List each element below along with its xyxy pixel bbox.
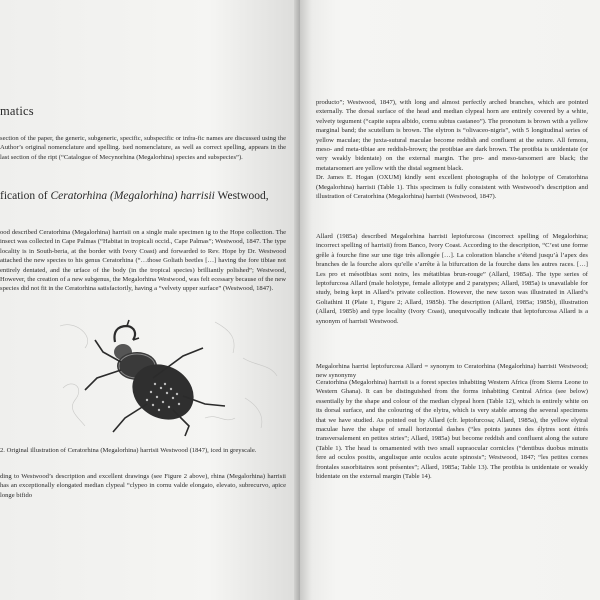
figure-2-caption: 2. Original illustration of Ceratorhina (Megalorhina) harrisii Westwood (1847), iced in greyscale. [0,447,257,454]
right-paragraph-1 [316,98,588,201]
right-page [300,0,600,600]
subsection-heading [0,190,290,202]
synonymy-statement: Megalorhina harrisi leptofurcosa Allard = synonym to Ceratorhina (Megalorhina) harrisii Westwood; new synonymy [316,363,588,380]
subsection-author: Westwood, [214,190,269,202]
subsection-prefix: fication of [0,190,51,202]
right-paragraph-1b-text: Dr. James E. Hogan (OXUM) kindly sent excellent photographs of the holotype of Ceratorhina (Megalorhina) harrisii (Table 1). This specimen is fully consistent with Westwood’s description and illustration of Ceratorhina (Megalorhina) harrisii (Westwood, 1847). [316,174,588,201]
subsection-taxon: Ceratorhina (Megalorhina) harrisii [50,190,215,202]
left-paragraph-1: section of the paper, the generic, subgeneric, specific, subspecific or infra-fic names are discussed using the Author’s original nomenclature and spelling. ised nomenclature, as well as correct spelling, appears in the last section of the ript (“Catalogue of Mecynorhina (Megalorhina) species and subspecies”). [0,135,286,161]
right-paragraph-2: Allard (1985a) described Megalorhina harrisii leptofurcosa (incorrect spelling of Megalorhina; incorrect spelling of harrisii) from Banco, Ivory Coast. According to the description, “C’est une forme grêle à fourche fine sur une tige très allongée […]. La coloration blanche s’étend jusqu’à l’apex des branches de la fourche alors qu’elle s’arrête à la bifurcation de la fourche dans les autres races. […] Les pro et mésotibias sont noirs, les métatibias brun-rouge” (Allard, 1985a). The type series of leptofurcosa Allard (male holotype, female allotype and 2 paratypes; Allard, 1985a) is unavailable for study, being kept in Allard’s private collection. However, the new taxon was illustrated in Allard’s Goliathini II (Plate 1, Figure 2; Allard, 1985b). The description (Allard, 1985a; 1985b), illustration (Allard, 1985b) and type locality (Ivory Coast), unequivocally indicate that leptofurcosa Allard is a synonym of harrisii Westwood. [316,233,588,325]
figure-2-beetle-illustration [55,318,285,438]
beetle-illustration [55,318,285,438]
right-paragraph-3: Ceratorhina (Megalorhina) harrisii is a forest species inhabiting Western Africa (from Sierra Leone to Western Ghana). It can be distinguished from the forms inhabiting Central Africa (see below) essentially by the shape and colour of the median clypeal horn (Table 12), which is entirely white on its dorsal surface, and the colouring of the elytra, which is very stable among the several specimens that we have studied. As pointed out by Allard (cfr. leptofurcosa; Allard, 1985a), the yellow elytral maculae have the shape of small horizontal dashes (“les points jaunes des élytres sont étirés transversalement en petites stries”; Allard, 1985a) but become reddish and confluent along the suture (Table 1). The head is ornamented with two small supraocular cornicles (“dentibus duobus minutis fere ad oculos positis, angulisque ante oculos acute spinosis”; Westwood, 1847; “les petites cornes frontales susorbitaires sont présentes”; Allard, 1985a; Table 13). The protibia is unidentate or weakly bidentate on the external margin (Table 14). [316,379,588,481]
right-paragraph-1-text: producto”; Westwood, 1847), with long and almost perfectly arched branches, which are pointed externally. The dorsal surface of the head and median clypeal horn are entirely covered by a white, velvety tegument (“capite supra albido, cornu subtus castaneo”). The pronotum is brown with a yellow marginal band; the scutellum is brown. The elytron is “olivaceo-nigris”, with 5 longitudinal series of yellow maculae; the juxta-sutural maculae become reddish and confluent at the suture. All femora, meso- and meta-tibiae are reddish-brown; the protibiae are dark brown. The protibia is unidentate (or very weakly bidentate) on the external margin. The pro- and meso-tarsomeri are black; the metatarsomeri are yellow with the distal segment black. [316,99,588,172]
left-paragraph-2: ood described Ceratorhina (Megalorhina) harrisii on a single male specimen ig to the Hope collection. The insect was collected in Cape Palmas (“Habitat in tropicali occid., Cape Palmas”; Westwood, 1847. The type locality is in South-beria, at the border with Ivory Coast) and forwarded to Rev. Hope by Dr. Westwood attached the new species to his genus Ceratorhina (“…those Goliath beetles […] having the fore tibiae not entirely dentated, and the urface of the body (in the tropical species) brilliantly polished”; Westwood, However, the creation of a new subgenus, the Megalorhina Westwood, was felt ecessary because of the new species did not fit in the Ceratorhina satisfactorily, having a “velvety upper surface” (Westwood, 1847). [0,229,286,293]
section-heading: matics [0,104,34,118]
left-paragraph-3: ding to Westwood’s description and excellent drawings (see Figure 2 above), rhina (Megalorhina) harrisii has an exceptionally elongated median clypeal “clypeo in cornu valde elongato, elevato, subrecurvo, apice longe bifido [0,473,286,499]
